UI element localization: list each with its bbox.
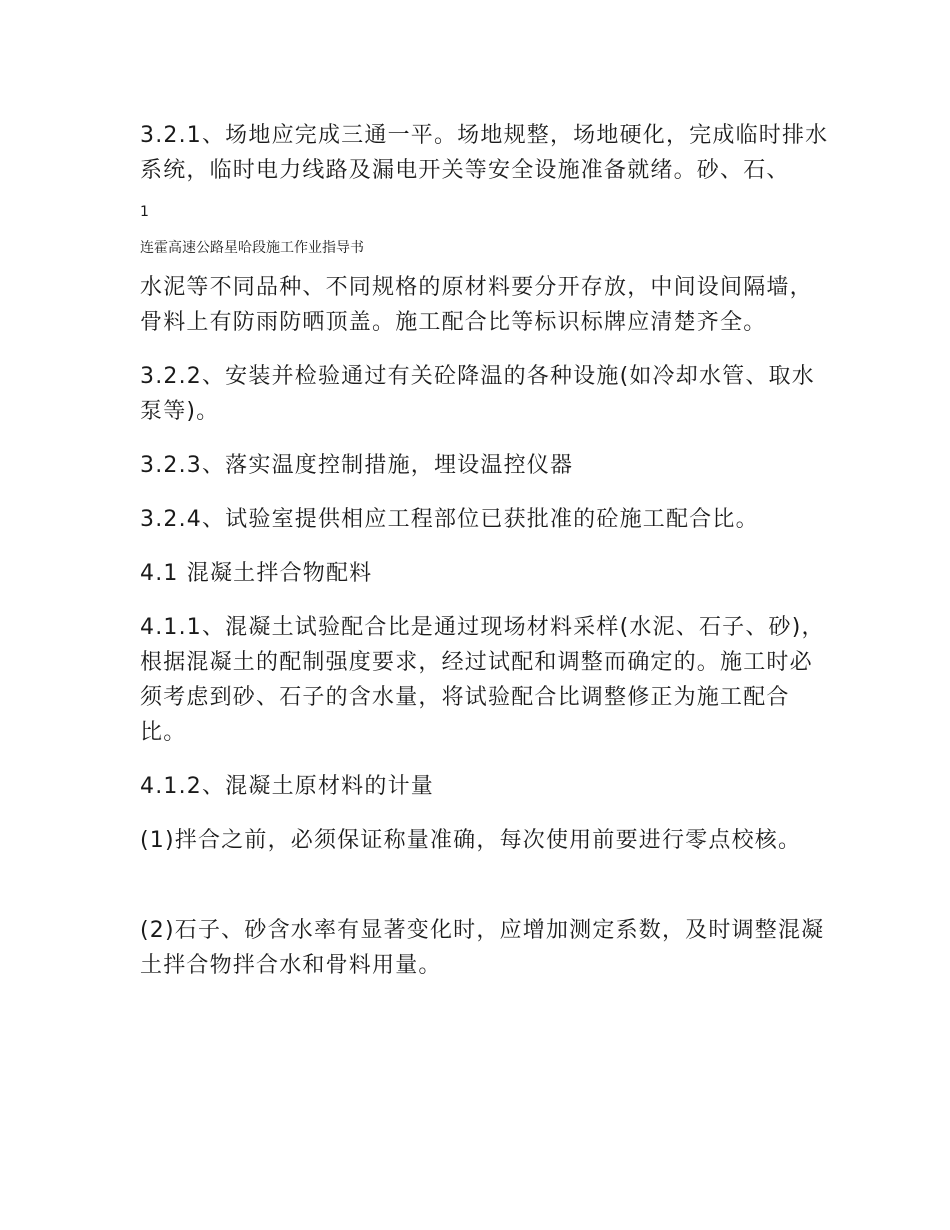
paragraph-3-2-4: 3.2.4、试验室提供相应工程部位已获批准的砼施工配合比。 <box>140 507 759 532</box>
paragraph-3-2-2: 3.2.2、安装并检验通过有关砼降温的各种设施(如冷却水管、取水泵等)。 <box>140 364 815 424</box>
paragraph-4-1-2: 4.1.2、混凝土原材料的计量 <box>140 774 434 799</box>
paragraph-4-1-1: 4.1.1、混凝土试验配合比是通过现场材料采样(水泥、石子、砂)，根据混凝土的配制强度要求，经过试配和调整而确定的。施工时必须考虑到砂、石子的含水量，将试验配合比调整修正为施工配合比。 <box>140 615 825 745</box>
list-item-2: (2)石子、砂含水率有显著变化时，应增加测定系数，及时调整混凝土拌合物拌合水和骨料用量。 <box>140 918 825 978</box>
document-page <box>140 118 830 1002</box>
paragraph-3-2-1: 3.2.1、场地应完成三通一平。场地规整，场地硬化，完成临时排水系统，临时电力线路及漏电开关等安全设施准备就绪。砂、石、 <box>140 123 829 183</box>
list-item-1: (1)拌合之前，必须保证称量准确，每次使用前要进行零点校核。 <box>140 828 802 853</box>
page-number: 1 <box>140 204 149 220</box>
running-header: 连霍高速公路星哈段施工作业指导书 <box>140 240 364 256</box>
section-heading-4-1: 4.1 混凝土拌合物配料 <box>140 561 373 586</box>
paragraph-storage: 水泥等不同品种、不同规格的原材料要分开存放，中间设间隔墙，骨料上有防雨防晒顶盖。施工配合比等标识标牌应清楚齐全。 <box>140 275 813 335</box>
paragraph-3-2-3: 3.2.3、落实温度控制措施，埋设温控仪器 <box>140 453 574 478</box>
